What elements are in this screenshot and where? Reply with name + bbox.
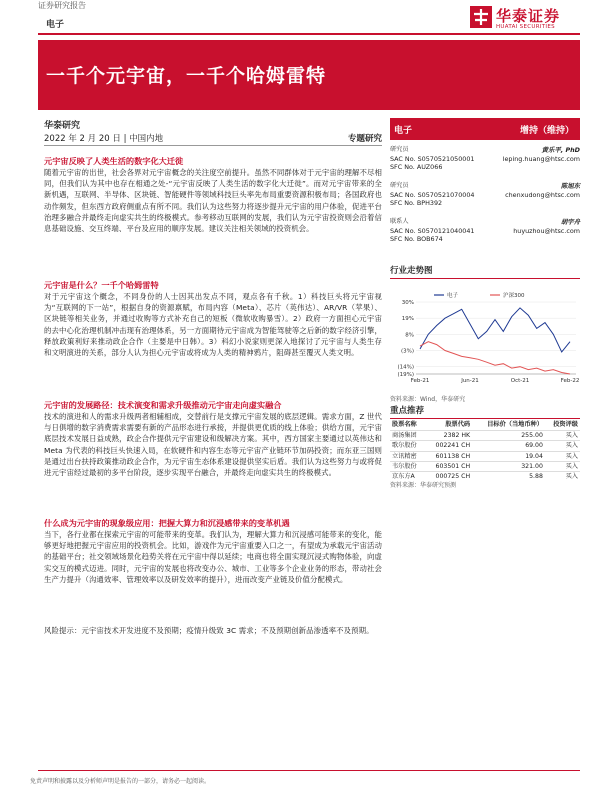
logo-en-text: HUATAI SECURITIES <box>496 24 555 30</box>
col-target: 目标价（当地币种） <box>487 421 543 428</box>
section-3 <box>44 400 382 478</box>
footer-rule <box>38 770 580 771</box>
legend-label: 电子 <box>447 293 459 299</box>
col-rating: 投资评级 <box>553 421 578 428</box>
y-tick-label: 30% <box>401 300 414 306</box>
stock-target: 69.00 <box>472 441 545 451</box>
stock-target: 321.00 <box>472 461 545 471</box>
x-tick-label: Oct-21 <box>510 378 530 384</box>
x-tick-label: Feb-21 <box>410 378 430 384</box>
stock-code: 2382 HK <box>425 431 472 441</box>
x-tick-label: Feb-22 <box>560 378 580 384</box>
analyst-role: 联系人 <box>390 218 409 225</box>
y-tick-label: 19% <box>401 316 414 323</box>
report-type: 专题研究 <box>347 134 382 144</box>
section-1-body: 随着元宇宙的出世，社会各界对元宇宙概念的关注度空前提升。虽然不同群体对于元宇宙的理解不尽相同，但我们认为其中也存在相通之处-“元宇宙反映了人类生活的数字化大迁徙”。而对元宇宙带来的全新机遇，互联网、半导体、区块链、智能硬件等领域科技巨头率先布局重要资源积极布局；各国政府也动作频发，但东西方政府侧重点有所不同。我们认为这些努力将逐步提升元宇宙的用户体验，促进平台治理多融合并最终走向虚实共生的终极模式。参考移动互联网的发展，我们认为元宇宙投资则会沿着信息基础设施、交互终端、平台及应用的顺序发展。建议关注相关领域的投资机会。 <box>44 168 382 234</box>
stock-target: 255.00 <box>472 431 545 441</box>
report-region: 中国内地 <box>129 134 164 144</box>
analyst-name: 黄乐平, PhD <box>541 146 580 154</box>
title-banner <box>38 40 580 110</box>
stock-target: 19.04 <box>472 451 545 461</box>
main-column <box>44 118 382 635</box>
series-line-csi300 <box>420 342 570 374</box>
analyst-sfc: SFC No. BOB674 <box>390 235 443 244</box>
section-4 <box>44 518 382 585</box>
section-4-heading: 什么成为元宇宙的现象级应用：把握大算力和沉浸感带来的变革机遇 <box>44 518 290 528</box>
analyst-email[interactable]: leping.huang@htsc.com <box>502 154 580 163</box>
stock-name: 歌尔股份 <box>390 441 425 451</box>
chart-source: 资料来源：Wind，华泰研究 <box>390 396 466 403</box>
report-title: 一千个元宇宙，一千个哈姆雷特 <box>46 65 327 87</box>
section-4-body: 当下，各行业都在探索元宇宙的可能带来的变革。我们认为，理解大算力和沉浸感可能带来的变化，能够更好地把握元宇宙应用的投资机会。比如，游戏作为元宇宙重要入口之一，有望成为承载元宇宙活动的基础平台；社交领域场景化趋势关将在元宇宙中得以延续；电商也将全面实现沉浸式购物体验，向虚实交互的模式迈进。同时，元宇宙的发展也将改变办公、城市、工业等多个企业业务的形态，带动社会生产力提升（沟通效率、管理效率以及研发效率的提升），进而改变产业链及价值分配模式。 <box>44 530 382 584</box>
stock-code: 603501 CH <box>425 461 472 471</box>
chart-title: 行业走势图 <box>390 264 580 279</box>
report-date: 2022 年 2 月 20 日 <box>44 134 121 144</box>
stock-rating: 买入 <box>545 451 580 461</box>
analyst-sfc: SFC No. AUZ066 <box>390 163 443 172</box>
industry-trend-chart <box>390 290 580 390</box>
section-2-heading: 元宇宙是什么？一千个哈姆雷特 <box>44 280 159 290</box>
stock-code: 601138 CH <box>425 451 472 461</box>
section-1-heading: 元宇宙反映了人类生活的数字化大迁徙 <box>44 156 184 166</box>
table-row <box>390 451 580 461</box>
col-name: 股票名称 <box>392 421 417 428</box>
risk-text: 风险提示：元宇宙技术开发进度不及预期；疫情升级致 3C 需求；不及预期创新品渗透率不及预期。 <box>44 626 374 635</box>
disclaimer-footer: 免责声明和披露以及分析师声明是报告的一部分，请务必一起阅读。 <box>30 778 211 785</box>
table-row <box>390 441 580 451</box>
stocks-title: 重点推荐 <box>390 404 580 419</box>
table-row <box>390 461 580 471</box>
stock-rating: 买入 <box>545 431 580 441</box>
section-1 <box>44 156 382 234</box>
analyst-2 <box>390 182 580 208</box>
huatai-logo <box>470 4 580 34</box>
analyst-role: 研究员 <box>390 182 409 189</box>
stock-code: 002241 CH <box>425 441 472 451</box>
y-tick-label: 8% <box>405 332 414 339</box>
y-tick-label: (3%) <box>400 348 414 355</box>
analyst-sac: SAC No. S0570521050001 <box>390 154 475 163</box>
sidebar-rating: 增持（维持） <box>519 126 574 136</box>
section-3-body: 技术的演进和人的需求升级两者相辅相成，交替前行是支撑元宇宙发展的底层逻辑。需求方面，Z 世代与日俱增的数字消费需求需要有新的产品形态进行承接，并提供更优质的线上体验；供给方面，元宇宙底层技术发展日益成熟，政企合作提供元宇宙建设和级解决方案。其中，西方国家主要通过以英伟达和 Meta 为代表的科技巨头快速入局，在软硬件和内容生态等元宇宙产业链环节加码投资；而东亚三国则是通过出台扶持政策推动政企合作，为元宇宙生态体系建设提供坚实后盾。我们认为这些努力与或将促进元宇宙经过最初的多平台阶段，逐步实现平台融合，并最终走向虚实共生的终极模式。 <box>44 412 382 478</box>
analyst-role: 研究员 <box>390 146 409 153</box>
section-2-body: 对于元宇宙这个概念，不同身份的人士因其出发点不同，观点各有千秋。1）科技巨头将元宇宙视为“互联网的下一站”，根据自身的资源禀赋，布局内容（Meta）、芯片（英伟达）、AR/VR（苹果）、区块链等相关业务，并通过收购等方式补充自己的短板（微软收购暴雪）。2）政府一方面担心元宇宙的去中心化治理机制冲击现有治理体系，另一方面期待元宇宙成为智能驾驶等之后新的数字经济引擎，释放政策利好来推动政企合作（主要是中日韩）。3）科幻小说家则更深入地探讨了元宇宙与人类生存和文明演进的关系，部分人认为担心元宇宙或将成为人类的精神鸦片，阻碍甚至覆灭人类文明。 <box>44 292 382 358</box>
stock-rating: 买入 <box>545 441 580 451</box>
analyst-3 <box>390 218 580 244</box>
brand-label: 华泰研究 <box>44 121 81 131</box>
sidebar-sector: 电子 <box>394 126 413 136</box>
dateline-rule <box>44 145 382 146</box>
analyst-sac: SAC No. S0570521070004 <box>390 190 475 199</box>
stock-target: 5.88 <box>472 472 545 482</box>
stock-name: 韦尔股份 <box>390 461 425 471</box>
stock-name: 商汤集团 <box>390 431 425 441</box>
stocks-table <box>390 420 580 481</box>
stock-rating: 买入 <box>545 472 580 482</box>
analyst-1 <box>390 146 580 172</box>
risk-section <box>44 625 382 636</box>
legend-label: 沪深300 <box>503 293 525 299</box>
header-sector: 电子 <box>46 20 65 30</box>
analyst-name: 胡宇舟 <box>560 218 580 226</box>
analyst-sac: SAC No. S0570121040041 <box>390 226 475 235</box>
analyst-email[interactable]: huyuzhou@htsc.com <box>513 226 580 235</box>
stock-name: 立讯精密 <box>390 451 425 461</box>
logo-cn-text: 华泰证券 <box>496 7 561 25</box>
sector-rating-bar <box>390 118 580 140</box>
section-3-heading: 元宇宙的发展路径：技术演变和需求升级推动元宇宙走向虚实融合 <box>44 400 282 410</box>
stock-name: 京东方A <box>390 472 425 482</box>
x-tick-label: Jun-21 <box>461 378 479 384</box>
dateline: 2022 年 2 月 20 日 | 中国内地 专题研究 <box>44 134 382 144</box>
analyst-email[interactable]: chenxudong@htsc.com <box>505 190 580 199</box>
stock-rating: 买入 <box>545 461 580 471</box>
stocks-source: 资料来源：华泰研究预测 <box>390 482 457 489</box>
table-row <box>390 431 580 441</box>
section-2 <box>44 280 382 358</box>
col-code: 股票代码 <box>445 421 471 428</box>
series-line-electronics <box>420 308 570 352</box>
huatai-logo-icon <box>470 6 492 28</box>
stocks-header-row <box>390 420 580 431</box>
y-tick-label: (14%) <box>397 364 414 371</box>
analyst-sfc: SFC No. BPH392 <box>390 199 443 208</box>
header-top-label: 证券研究报告 <box>38 1 86 10</box>
analyst-name: 陈旭东 <box>560 182 580 190</box>
stock-code: 000725 CH <box>425 472 472 482</box>
y-tick-label: (19%) <box>397 372 414 378</box>
header-rule <box>38 33 580 35</box>
